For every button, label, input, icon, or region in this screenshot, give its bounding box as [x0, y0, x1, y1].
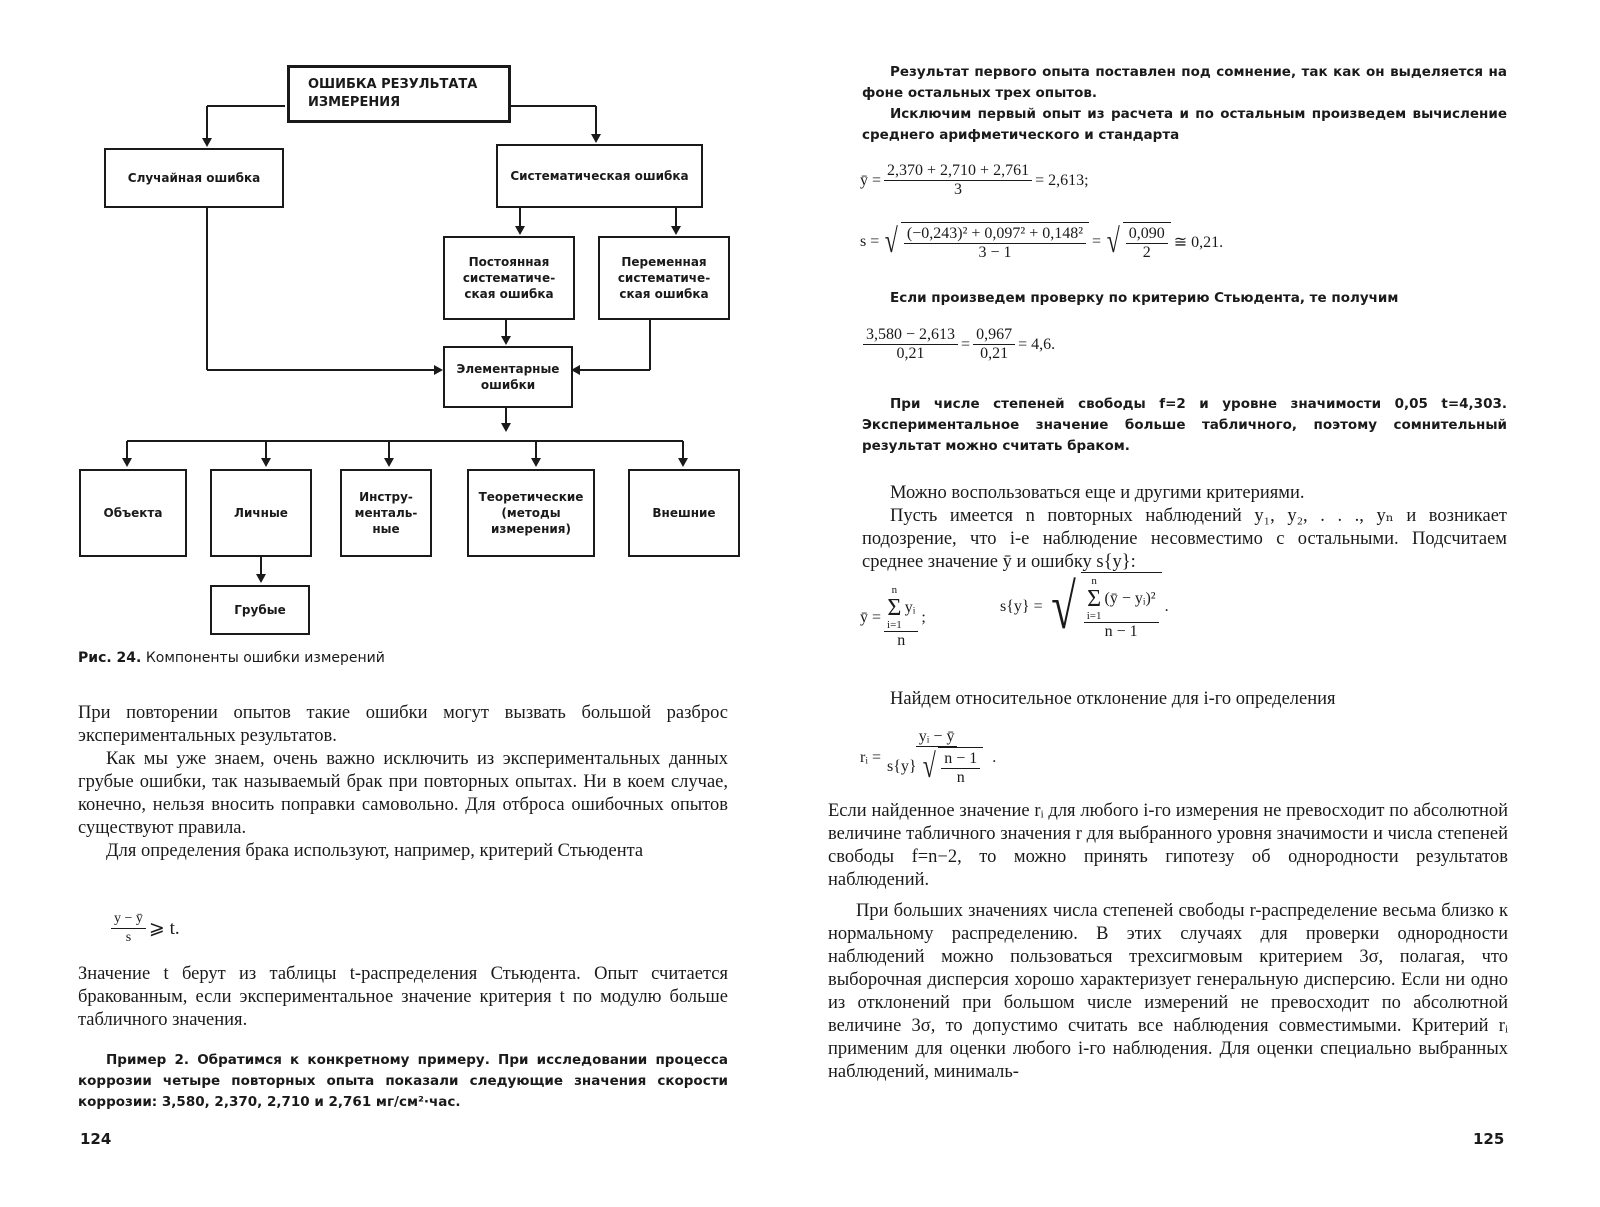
box-gross-errors: Грубые [210, 585, 310, 635]
sum-lower: i=1 [887, 619, 902, 631]
formula-equals: = [1092, 233, 1102, 250]
figure-caption-text: Компоненты ошибки измерений [145, 650, 385, 666]
figure-label: Рис. 24. [78, 650, 142, 666]
paragraph: При повторении опытов такие ошибки могут вызвать большой разброс экспериментальных результатов. [78, 703, 728, 746]
example-2: Пример 2. Обратимся к конкретному примеру. При исследовании процесса коррозии четыре повторных опыта показали следующие значения скорости коррозии: 3,580, 2,370, 2,710 и 2,761 мг/см²·час. [78, 1052, 728, 1110]
formula-numerator: (−0,243)² + 0,097² + 0,148² [904, 225, 1086, 244]
formula-relation: ⩾ t. [148, 918, 180, 939]
right-para-3 [862, 688, 1507, 711]
formula-numerator: y − ȳ [111, 910, 146, 929]
page-number-right: 125 [1473, 1130, 1505, 1148]
box-object-errors: Объекта [79, 469, 187, 557]
formula-mean-n: ȳ = n Σ i=1 yᵢ n ; [860, 584, 926, 649]
formula-denominator: 0,21 [896, 345, 925, 362]
paragraph: При больших значениях числа степеней свободы r-распределение весьма близко к нормальному распределению. В этих случаях для проверки однородности наблюдений можно пользоваться трехсигмовым критерием 3σ, полагая, что выборочная дисперсия хорошо характеризует генеральную дисперсию. Если ни одно из отклонений при большом числе измерений не превосходит по абсолютной величине 3σ, то допустимо считать все наблюдения совместимыми. Критерий rᵢ применим для оценки любого i-го наблюдения. Для оценки специально выбранных наблюдений, минималь- [828, 901, 1508, 1082]
formula-numerator-2: 0,090 [1126, 225, 1168, 244]
sum-upper: n [1091, 575, 1097, 587]
right-body-text-2 [828, 800, 1508, 1084]
formula-mean-three [860, 162, 1089, 199]
formula-standard-deviation: s = √ $\frac{\text{(−0,243)² + 0,097² + 0,148²}}{3 - 1}$ = √ $\frac{0,090}{2}$ ≅ 0,21. [860, 223, 1224, 261]
box-variable-systematic-error: Переменная систематиче-ская ошибка [598, 236, 730, 320]
right-body-text [862, 482, 1507, 574]
paragraph: Исключим первый опыт из расчета и по остальным произведем вычисление среднего арифметического и стандарта [862, 106, 1507, 143]
paragraph: Значение t берут из таблицы t-распределения Стьюдента. Опыт считается бракованным, если экспериментальное значение критерия t по модулю больше табличного значения. [78, 964, 728, 1030]
formula-denominator: s [125, 930, 132, 945]
right-page [800, 0, 1600, 1207]
formula-end: . [992, 748, 997, 766]
paragraph: Пусть имеется n повторных наблюдений y₁, y₂, . . ., yₙ и возникает подозрение, что i-е наблюдение несовместимо с остальными. Подсчитаем среднее значение ȳ и ошибку s{y}: [862, 506, 1507, 572]
paragraph: Если найденное значение rᵢ для любого i-го измерения не превосходит по абсолютной величине табличного значения r для выбранного уровня значимости и числа степеней свободы f=n−2, то можно принять гипотезу об однородности результатов наблюдений. [828, 801, 1508, 890]
sum-term: yᵢ [904, 599, 916, 616]
paragraph: Результат первого опыта поставлен под сомнение, так как он выделяется на фоне остальных трех опытов. [862, 64, 1507, 101]
left-body-text-2 [78, 963, 728, 1032]
formula-lhs: ȳ = [860, 171, 882, 189]
box-systematic-error: Систематическая ошибка [496, 144, 703, 208]
right-intro-text [862, 62, 1507, 146]
formula-denominator: 3 − 1 [978, 244, 1012, 261]
formula-denominator-2: 2 [1142, 244, 1151, 261]
formula-lhs: ȳ = [860, 608, 882, 626]
formula-inner-numerator: n − 1 [941, 750, 980, 769]
paragraph: Найдем относительное отклонение для i-го определения [890, 689, 1336, 709]
formula-denominator-2: 0,21 [980, 345, 1009, 362]
right-intro-3: Если произведем проверку по критерию Стьюдента, те получим [890, 290, 1399, 306]
formula-denominator: n [897, 632, 906, 649]
box-elementary-errors: Элементарные ошибки [443, 346, 573, 408]
formula-denominator-s: s{y} [886, 758, 917, 775]
formula-numerator: 2,370 + 2,710 + 2,761 [884, 162, 1032, 181]
formula-result: ≅ 0,21. [1173, 234, 1224, 251]
formula-numerator: yᵢ − ȳ [916, 728, 958, 747]
box-random-error: Случайная ошибка [104, 148, 284, 208]
formula-result: = 4,6. [1018, 335, 1056, 353]
formula-end: . [1164, 598, 1169, 615]
paragraph: Для определения брака используют, например, критерий Стьюдента [106, 841, 644, 861]
paragraph: Можно воспользоваться еще и другими критериями. [890, 483, 1305, 503]
formula-numerator-2: 0,967 [973, 326, 1015, 345]
paragraph: Как мы уже знаем, очень важно исключить из экспериментальных данных грубые ошибки, так называемый брак при повторных опытах. Ни в коем случае, конечно, нельзя вносить поправки самовольно. Для отброса ошибочных опытов существуют правила. [78, 749, 728, 838]
formula-inner-denominator: n [956, 769, 965, 786]
page-number-left: 124 [80, 1130, 112, 1148]
sum-upper: n [891, 584, 898, 596]
box-theoretical-errors: Теоретические (методы измерения) [467, 469, 595, 557]
formula-denominator: 3 [954, 181, 963, 198]
box-measurement-error: ОШИБКА РЕЗУЛЬТАТА ИЗМЕРЕНИЯ [287, 65, 511, 123]
sum-lower: i=1 [1086, 610, 1102, 622]
formula-denominator: n − 1 [1104, 623, 1138, 640]
box-constant-systematic-error: Постоянная систематиче-ская ошибка [443, 236, 575, 320]
box-external-errors: Внешние [628, 469, 740, 557]
formula-lhs: s = [860, 233, 880, 250]
formula-result: = 2,613; [1035, 171, 1089, 189]
formula-separator: ; [921, 608, 926, 626]
left-page [0, 0, 790, 1207]
formula-lhs: rᵢ = [860, 748, 881, 766]
left-body-text [78, 702, 728, 863]
formula-student-criterion [108, 910, 180, 947]
formula-relative-deviation: rᵢ = yᵢ − ȳ s{y} √ $\frac{n - 1}{n}$ . [860, 728, 997, 786]
figure-caption [78, 650, 385, 666]
formula-t-check [860, 326, 1055, 363]
right-intro-4: При числе степеней свободы f=2 и уровне значимости 0,05 t=4,303. Экспериментальное значение больше табличного, поэтому сомнительный результат можно считать браком. [862, 396, 1507, 454]
formula-numerator: 3,580 − 2,613 [863, 326, 958, 345]
formula-lhs: s{y} = [1000, 598, 1043, 615]
box-personal-errors: Личные [210, 469, 312, 557]
sum-term: (ȳ − yᵢ)² [1104, 590, 1156, 607]
formula-equals: = [961, 335, 971, 353]
formula-sy: s{y} = √ n Σ i=1 (ȳ − yᵢ)² n − 1 . [1000, 571, 1169, 642]
box-instrumental-errors: Инстру-менталь-ные [340, 469, 432, 557]
